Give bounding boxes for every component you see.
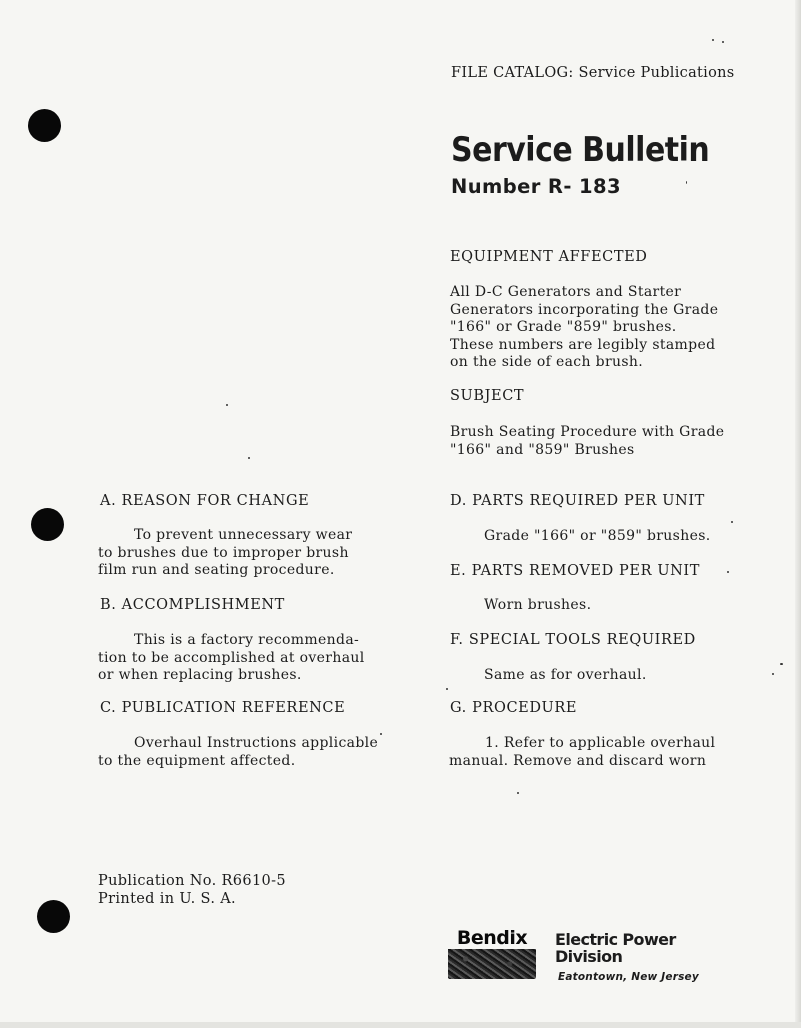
scan-speck bbox=[517, 792, 519, 794]
printed-in: Printed in U. S. A. bbox=[98, 890, 237, 907]
scan-speck bbox=[772, 673, 774, 675]
section-line: To prevent unnecessary wear bbox=[134, 527, 353, 543]
scan-speck bbox=[780, 663, 783, 665]
section-a-text bbox=[98, 527, 352, 580]
subject-line: "166" and "859" Brushes bbox=[450, 441, 635, 458]
publication-info bbox=[98, 873, 286, 908]
section-line: to brushes due to improper brush bbox=[98, 544, 349, 561]
equipment-line: These numbers are legibly stamped bbox=[450, 336, 716, 353]
scan-speck bbox=[722, 41, 724, 43]
section-c-text bbox=[98, 735, 378, 770]
section-d-text: Grade "166" or "859" brushes. bbox=[484, 528, 711, 544]
subject-line: Brush Seating Procedure with Grade bbox=[450, 424, 725, 440]
section-line: This is a factory recommenda- bbox=[134, 632, 360, 648]
section-c-heading: C. PUBLICATION REFERENCE bbox=[100, 700, 346, 716]
section-d-heading: D. PARTS REQUIRED PER UNIT bbox=[450, 493, 705, 509]
scan-speck bbox=[446, 688, 448, 690]
section-f-heading: F. SPECIAL TOOLS REQUIRED bbox=[450, 632, 696, 648]
bulletin-title: Service Bulletin bbox=[451, 131, 710, 171]
section-b-heading: B. ACCOMPLISHMENT bbox=[100, 597, 285, 613]
section-line: tion to be accomplished at overhaul bbox=[98, 649, 365, 666]
punch-hole-bottom bbox=[37, 900, 70, 933]
section-g-text bbox=[449, 735, 715, 770]
scan-speck bbox=[727, 571, 729, 573]
equipment-line: All D-C Generators and Starter bbox=[450, 284, 682, 300]
scan-speck bbox=[380, 733, 382, 735]
punch-hole-top bbox=[28, 109, 61, 142]
scan-speck bbox=[226, 404, 228, 406]
scan-speck bbox=[686, 181, 687, 184]
subject-text bbox=[450, 424, 724, 459]
publication-number: Publication No. R6610-5 bbox=[98, 873, 286, 889]
section-line: manual. Remove and discard worn bbox=[449, 752, 707, 769]
division-name-line2: Division bbox=[555, 947, 623, 966]
scan-speck bbox=[248, 457, 250, 459]
division-name-line1: Electric Power bbox=[555, 930, 676, 949]
section-e-heading: E. PARTS REMOVED PER UNIT bbox=[450, 563, 701, 579]
bendix-wordmark: Bendix bbox=[448, 927, 536, 949]
section-line: to the equipment affected. bbox=[98, 752, 296, 769]
section-g-heading: G. PROCEDURE bbox=[450, 700, 578, 716]
equipment-affected-text bbox=[450, 284, 718, 372]
scan-speck bbox=[712, 39, 714, 41]
section-line: 1. Refer to applicable overhaul bbox=[485, 735, 716, 751]
division-location: Eatontown, New Jersey bbox=[558, 971, 699, 983]
bulletin-number: Number R- 183 bbox=[451, 175, 621, 198]
page-edge bbox=[795, 0, 801, 1028]
section-line: film run and seating procedure. bbox=[98, 562, 335, 578]
section-b-text bbox=[98, 632, 365, 685]
bendix-logo bbox=[448, 929, 536, 979]
scan-speck bbox=[731, 521, 733, 523]
section-f-text: Same as for overhaul. bbox=[484, 667, 647, 683]
page-bottom-edge bbox=[0, 1022, 801, 1028]
equipment-line: Generators incorporating the Grade bbox=[450, 301, 719, 318]
equipment-line: "166" or Grade "859" brushes. bbox=[450, 319, 677, 335]
equipment-line: on the side of each brush. bbox=[450, 354, 644, 370]
section-line: Overhaul Instructions applicable bbox=[134, 735, 379, 751]
equipment-affected-heading: EQUIPMENT AFFECTED bbox=[450, 249, 648, 265]
section-e-text: Worn brushes. bbox=[484, 597, 592, 613]
punch-hole-middle bbox=[31, 508, 64, 541]
section-a-heading: A. REASON FOR CHANGE bbox=[100, 493, 310, 509]
subject-heading: SUBJECT bbox=[450, 388, 525, 404]
file-catalog-line: FILE CATALOG: Service Publications bbox=[451, 65, 735, 81]
section-line: or when replacing brushes. bbox=[98, 667, 302, 683]
